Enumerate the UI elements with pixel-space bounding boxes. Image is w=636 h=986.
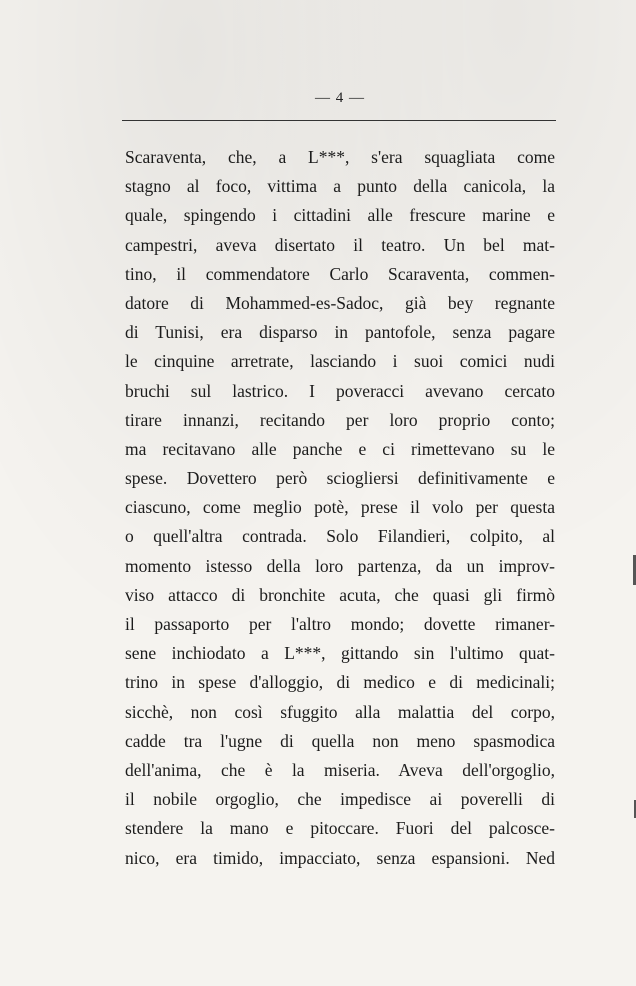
text-line: cadde tra l'ugne di quella non meno spasmodica [125,730,555,751]
text-line: il passaporto per l'altro mondo; dovette rimaner- [125,614,555,634]
text-line: tino, il commendatore Carlo Scaraventa, commen- [125,263,555,284]
header-rule [122,120,556,121]
text-line: stagno al foco, vittima a punto della canicola, la [125,176,555,197]
text-line: dell'anima, che è la miseria. Aveva dell'orgoglio, [125,759,555,780]
text-line: Scaraventa, che, a L***, s'era squagliata come [125,147,555,167]
text-line: o quell'altra contrada. Solo Filandieri, colpito, al [125,526,555,547]
text-line: sicchè, non così sfuggito alla malattia del corpo, [125,701,555,722]
text-line: momento istesso della loro partenza, da un improv- [125,555,555,576]
text-line: spese. Dovettero però sciogliersi definitivamente e [125,468,555,489]
text-line: nico, era timido, impacciato, senza espansioni. Ned [125,847,555,868]
text-line: trino in spese d'alloggio, di medico e di medicinali; [125,672,555,693]
text-line: ciascuno, come meglio potè, prese il volo per questa [125,497,555,518]
text-line: tirare innanzi, recitando per loro proprio conto; [125,409,555,430]
text-line: stendere la mano e pitoccare. Fuori del palcosce- [125,818,555,839]
text-line: sene inchiodato a L***, gittando sin l'ultimo quat- [125,643,555,664]
text-line: quale, spingendo i cittadini alle frescure marine e [125,205,555,226]
text-line: di Tunisi, era disparso in pantofole, senza pagare [125,322,555,343]
page-number: — 4 — [315,90,365,106]
text-line: viso attacco di bronchite acuta, che quasi gli firmò [125,584,555,605]
text-line: campestri, aveva disertato il teatro. Un bel mat- [125,234,555,255]
text-line: il nobile orgoglio, che impedisce ai poverelli di [125,789,555,810]
text-line: le cinquine arretrate, lasciando i suoi comici nudi [125,351,555,372]
body-text [125,143,555,873]
text-line: bruchi sul lastrico. I poveracci avevano cercato [125,380,555,401]
text-line: ma recitavano alle panche e ci rimettevano su le [125,438,555,459]
text-line: datore di Mohammed-es-Sadoc, già bey regnante [125,292,555,313]
